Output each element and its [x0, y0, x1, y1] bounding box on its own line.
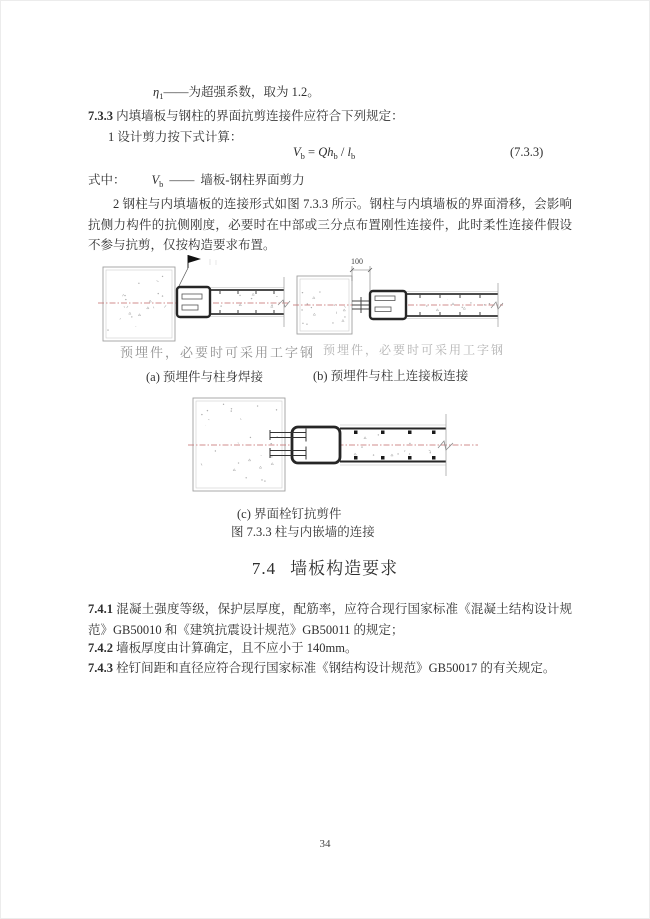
flag-icon	[179, 255, 216, 286]
clause-742	[88, 638, 572, 659]
figure-b-caption: (b) 预埋件与柱上连接板连接	[313, 369, 469, 383]
clause-743	[88, 658, 572, 679]
steel-box-section	[370, 291, 406, 319]
formula-v-sub: b	[300, 151, 305, 161]
formula-denominator: l	[347, 145, 351, 159]
eta-subscript: 1	[159, 91, 164, 101]
figure-title: 图 7.3.3 柱与内嵌墙的连接	[231, 525, 375, 539]
section-733-text: 内填墙板与钢柱的界面抗剪连接件应符合下列规定：	[116, 109, 404, 123]
clause-741	[88, 599, 572, 640]
section-733-heading	[88, 106, 572, 127]
section-733-label: 7.3.3	[88, 109, 113, 123]
section-74-heading	[0, 554, 650, 579]
section-74-number: 7.4	[251, 559, 277, 578]
formula-v: V	[293, 145, 301, 159]
where-v-sub: b	[159, 179, 164, 189]
figure-c-drawing	[188, 394, 483, 506]
figure-b-drawing	[293, 251, 508, 349]
figure-a-caption: (a) 预埋件与柱身焊接	[146, 370, 263, 384]
where-v: V	[151, 173, 160, 187]
where-clause	[88, 170, 305, 191]
wall-speckles	[220, 293, 277, 307]
figure-a-drawing	[98, 247, 293, 345]
break-mark	[438, 441, 453, 450]
where-dash: ——	[169, 173, 195, 187]
where-label: 式中：	[88, 173, 126, 187]
concrete-speckles	[201, 404, 278, 482]
figure-c-caption: (c) 界面栓钉抗剪件	[237, 507, 342, 521]
break-mark	[491, 302, 503, 309]
dimension-100-label: 100	[351, 257, 363, 266]
dimension-100	[350, 257, 372, 293]
clause-742-label: 7.4.2	[88, 641, 113, 655]
eta-dash: ——	[163, 85, 189, 99]
item-1-line: 1 设计剪力按下式计算：	[108, 130, 243, 144]
equation-733	[293, 145, 355, 160]
equation-number: (7.3.3)	[510, 145, 544, 159]
clause-742-text: 墙板厚度由计算确定，且不应小于 140mm。	[116, 641, 358, 655]
formula-equals: =	[304, 145, 319, 159]
concrete-speckles	[301, 291, 345, 325]
formula-numerator: Qh	[318, 145, 334, 159]
figure-b-annotation: 预埋件，必要时可采用工字钢	[323, 343, 506, 357]
clause-743-label: 7.4.3	[88, 661, 113, 675]
clause-743-text: 栓钉间距和直径应符合现行国家标准《钢结构设计规范》GB50017 的有关规定。	[116, 661, 556, 675]
section-74-title: 墙板构造要求	[290, 559, 399, 578]
eta-definition-line	[153, 82, 320, 103]
eta-symbol: η	[153, 85, 160, 99]
steel-box-section	[177, 287, 210, 317]
connector-plates	[352, 297, 370, 313]
page-number: 34	[319, 838, 331, 850]
formula-numerator-sub: b	[333, 151, 338, 161]
figure-a-annotation: 预埋件，必要时可采用工字钢	[120, 345, 316, 360]
where-text: 墙板-钢柱界面剪力	[200, 173, 305, 187]
clause-741-label: 7.4.1	[88, 602, 113, 616]
item-2-paragraph: 2 钢柱与内填墙板的连接形式如图 7.3.3 所示。钢柱与内填墙板的界面滑移，会影响抗侧力构件的抗侧刚度，必要时在中部或三分点布置刚性连接件，此时柔性连接件假设不参与抗剪，仅按构造要求布置。	[88, 197, 572, 252]
clause-741-text: 混凝土强度等级，保护层厚度，配筋率，应符合现行国家标准《混凝土结构设计规范》GB50010 和《建筑抗震设计规范》GB50011 的规定；	[88, 602, 572, 637]
formula-denominator-sub: b	[350, 151, 356, 161]
stud-ticks	[220, 291, 274, 313]
eta-text: 为超强系数，取为 1.2。	[188, 85, 320, 99]
formula-slash: /	[337, 145, 348, 159]
